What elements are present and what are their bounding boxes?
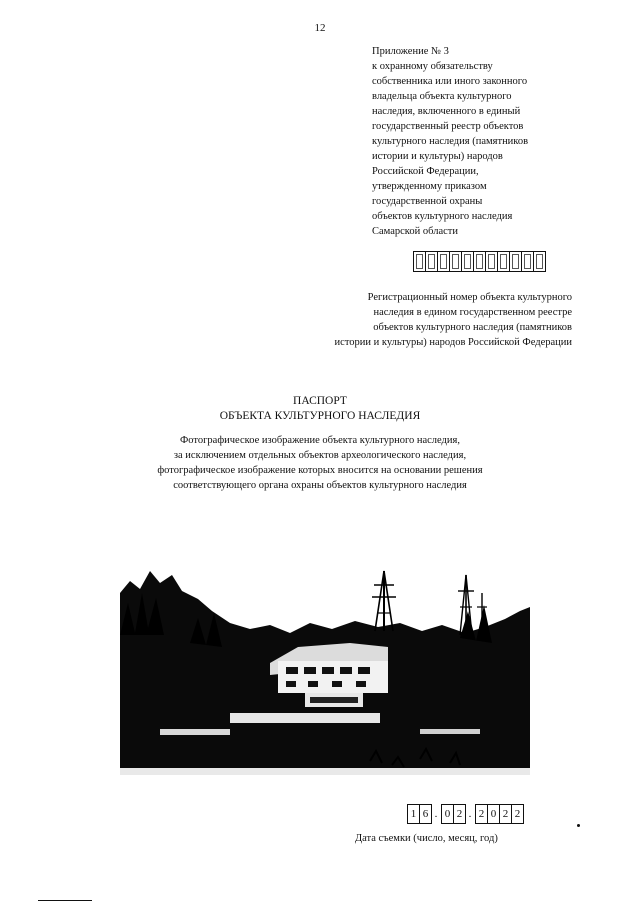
- registration-caption-line: объектов культурного наследия (памятников: [373, 322, 572, 333]
- appendix-line: объектов культурного наследия: [372, 211, 513, 222]
- description-line: соответствующего органа охраны объектов культурного наследия: [173, 480, 467, 491]
- heritage-object-photo: [120, 563, 530, 793]
- appendix-line: к охранному обязательству: [372, 61, 493, 72]
- appendix-line: Российской Федерации,: [372, 166, 479, 177]
- date-digit-box: 2: [453, 804, 466, 824]
- appendix-line: культурного наследия (памятников: [372, 136, 529, 147]
- description-line: за исключением отдельных объектов археологического наследия,: [173, 450, 467, 461]
- appendix-line: владельца объекта культурного: [372, 91, 512, 102]
- registration-caption-line: истории и культуры) народов Российской Федерации: [334, 337, 572, 348]
- description-line: фотографическое изображение которых вносится на основании решения: [157, 465, 483, 476]
- date-digit-box: 1: [407, 804, 420, 824]
- appendix-line: государственный реестр объектов: [372, 121, 524, 132]
- page-number: 12: [314, 22, 326, 34]
- registration-caption-line: наследия в едином государственном реестре: [373, 307, 572, 318]
- date-digit-box: 2: [499, 804, 512, 824]
- appendix-line: утвержденному приказом: [372, 181, 487, 192]
- registration-caption-line: Регистрационный номер объекта культурного: [367, 292, 572, 303]
- stray-mark: [577, 824, 580, 827]
- appendix-line: Самарской области: [372, 226, 458, 237]
- title-line: ОБЪЕКТА КУЛЬТУРНОГО НАСЛЕДИЯ: [219, 410, 421, 422]
- date-digit-box: 2: [475, 804, 488, 824]
- registration-number-grid: [413, 251, 545, 272]
- appendix-line: собственника или иного законного: [372, 76, 528, 87]
- appendix-line: наследия, включенного в единый: [372, 106, 521, 117]
- title-line: ПАСПОРТ: [293, 395, 347, 407]
- appendix-line: государственной охраны: [372, 196, 483, 207]
- registration-digit-box: [533, 251, 546, 272]
- appendix-line: истории и культуры) народов: [372, 151, 503, 162]
- description-line: Фотографическое изображение объекта культурного наследия,: [180, 435, 460, 446]
- registration-caption: [335, 290, 572, 350]
- date-separator: .: [468, 808, 472, 820]
- photo-description: [0, 433, 640, 493]
- date-digit-box: 0: [441, 804, 454, 824]
- shooting-date: [407, 804, 523, 824]
- date-digit-box: 6: [419, 804, 432, 824]
- appendix-note: [372, 44, 612, 239]
- date-caption: Дата съемки (число, месяц, год): [355, 833, 498, 844]
- footer-rule: [38, 900, 92, 901]
- date-digit-box: 0: [487, 804, 500, 824]
- date-digit-box: 2: [511, 804, 524, 824]
- date-separator: .: [434, 808, 438, 820]
- appendix-line: Приложение № 3: [372, 46, 449, 57]
- document-title: [0, 394, 640, 424]
